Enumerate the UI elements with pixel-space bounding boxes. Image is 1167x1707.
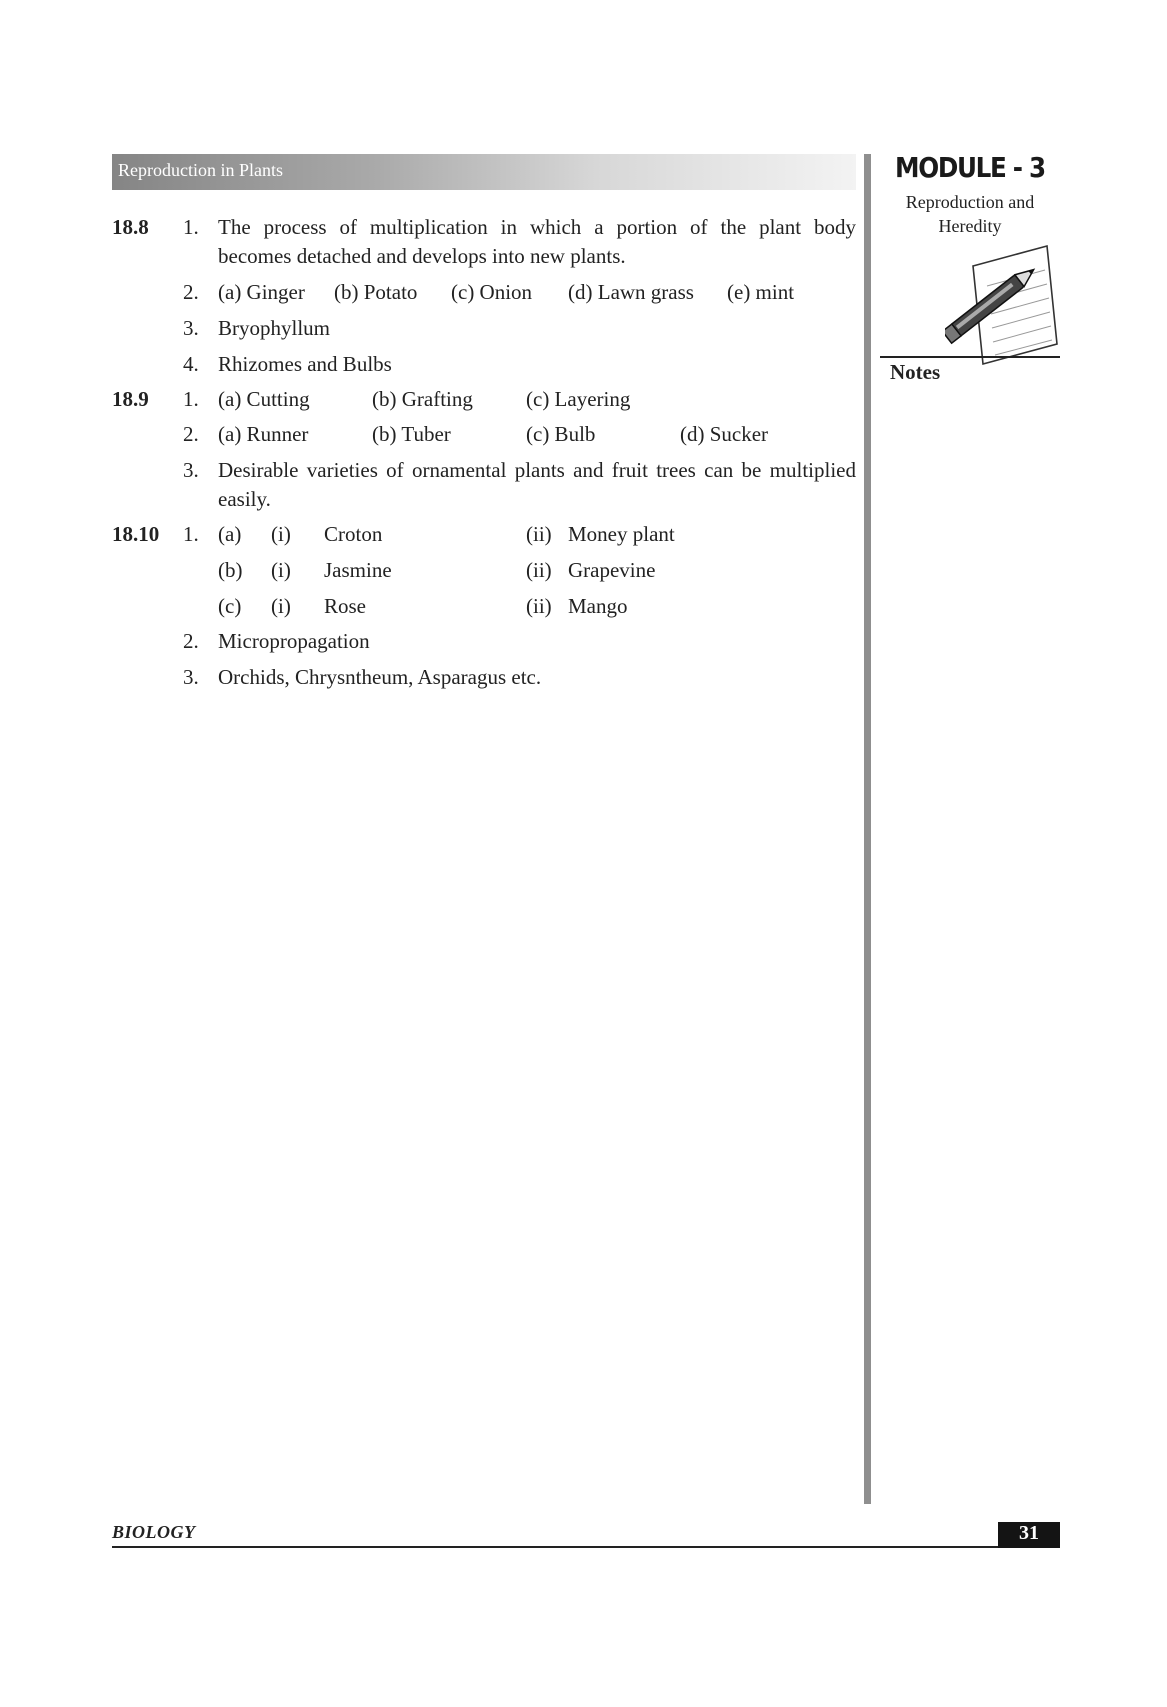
match-letter: (b) — [218, 558, 243, 582]
notes-label: Notes — [890, 360, 941, 384]
footer-rule — [112, 1546, 1060, 1548]
answer-text: Orchids, Chrysntheum, Asparagus etc. — [218, 665, 542, 689]
match-ii: (ii) — [526, 522, 552, 546]
match-i: (i) — [271, 558, 291, 582]
answer-option: (a) Runner — [218, 422, 309, 446]
module-title: MODULE - 3 — [895, 151, 1045, 184]
item-number: 3. — [183, 316, 199, 340]
match-letter: (c) — [218, 594, 242, 618]
item-number: 2. — [183, 629, 199, 653]
answer-option: (b) Tuber — [372, 422, 451, 446]
answer-option: (a) Ginger — [218, 280, 305, 304]
item-number: 2. — [183, 422, 199, 446]
answer-option: (d) Lawn grass — [568, 280, 694, 304]
match-i-text: Jasmine — [324, 558, 392, 582]
match-i: (i) — [271, 594, 291, 618]
answer-text: Desirable varieties of ornamental plants and fruit trees can be multiplied — [218, 458, 856, 482]
match-ii-text: Mango — [568, 594, 628, 618]
item-number: 1. — [183, 522, 199, 546]
footer-subject: BIOLOGY — [112, 1522, 196, 1542]
item-number: 2. — [183, 280, 199, 304]
answer-option: (e) mint — [727, 280, 795, 304]
section-label-18-8: 18.8 — [112, 215, 149, 239]
answer-option: (c) Onion — [451, 280, 533, 304]
item-number: 3. — [183, 665, 199, 689]
section-label-18-9: 18.9 — [112, 387, 149, 411]
item-number: 1. — [183, 215, 199, 239]
match-ii-text: Money plant — [568, 522, 675, 546]
notepad-pencil-icon — [945, 240, 1065, 372]
answer-option: (b) Grafting — [372, 387, 473, 411]
item-number: 1. — [183, 387, 199, 411]
answer-option: (a) Cutting — [218, 387, 310, 411]
match-ii: (ii) — [526, 558, 552, 582]
answer-option: (c) Layering — [526, 387, 631, 411]
match-i-text: Rose — [324, 594, 366, 618]
answer-text: Rhizomes and Bulbs — [218, 352, 392, 376]
answer-text: becomes detached and develops into new plants. — [218, 244, 626, 268]
answer-option: (d) Sucker — [680, 422, 769, 446]
section-label-18-10: 18.10 — [112, 522, 160, 546]
page-number: 31 — [1019, 1522, 1039, 1544]
module-subtitle-line2: Heredity — [938, 216, 1002, 236]
margin-divider — [864, 154, 871, 1504]
answer-text: Bryophyllum — [218, 316, 331, 340]
module-subtitle-line1: Reproduction and — [905, 192, 1035, 212]
running-header-title: Reproduction in Plants — [118, 160, 283, 180]
match-letter: (a) — [218, 522, 242, 546]
module-subtitle — [890, 190, 1050, 238]
match-ii-text: Grapevine — [568, 558, 656, 582]
answer-text: The process of multiplication in which a portion of the plant body — [218, 215, 856, 239]
answer-text: easily. — [218, 487, 271, 511]
match-i: (i) — [271, 522, 291, 546]
answer-text: Micropropagation — [218, 629, 370, 653]
answer-option: (c) Bulb — [526, 422, 596, 446]
item-number: 4. — [183, 352, 199, 376]
answer-option: (b) Potato — [334, 280, 418, 304]
match-ii: (ii) — [526, 594, 552, 618]
match-i-text: Croton — [324, 522, 383, 546]
item-number: 3. — [183, 458, 199, 482]
